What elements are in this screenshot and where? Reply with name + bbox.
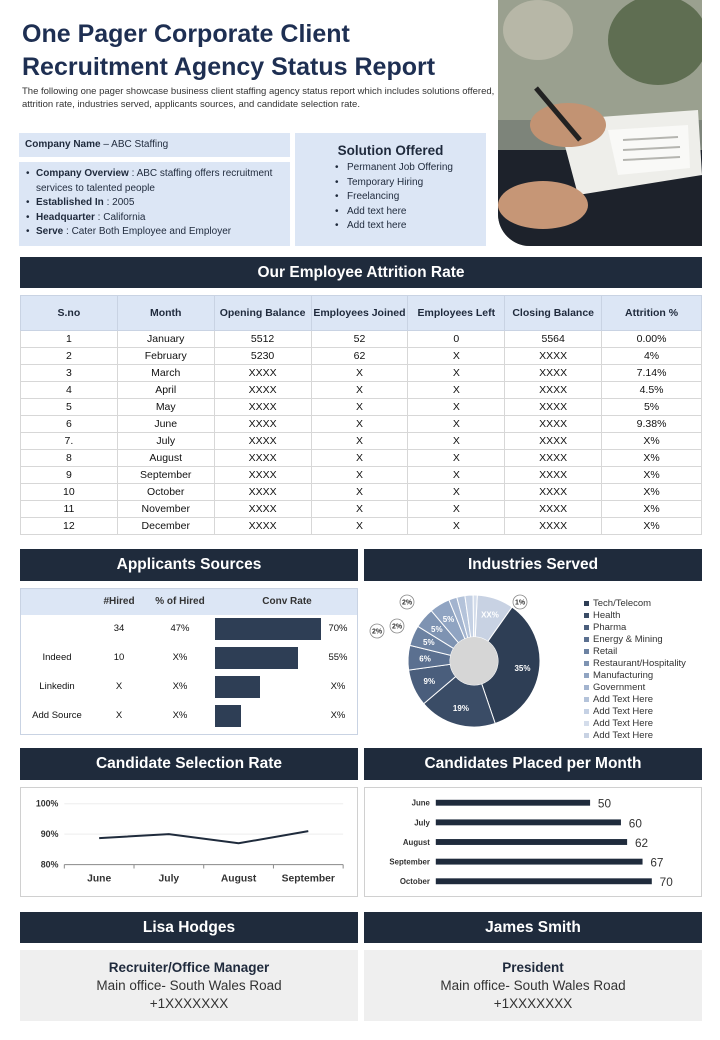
attrition-row bbox=[21, 518, 702, 535]
applicant-source-label: Indeed bbox=[42, 652, 72, 663]
attrition-cell: X bbox=[311, 382, 408, 399]
attrition-cell: July bbox=[117, 433, 214, 450]
attrition-cell: 12 bbox=[21, 518, 118, 535]
applicant-hired: X bbox=[115, 710, 123, 721]
overview-item: • Headquarter : California bbox=[25, 211, 284, 226]
legend-item bbox=[584, 598, 686, 610]
contact-role: Recruiter/Office Manager bbox=[108, 960, 270, 975]
legend-swatch bbox=[584, 613, 589, 618]
industries-title: Industries Served bbox=[364, 549, 702, 581]
applicant-source-label: Linkedin bbox=[39, 681, 75, 692]
attrition-cell: 5 bbox=[21, 399, 118, 416]
bar-category-label: September bbox=[389, 857, 430, 867]
contact-address: Main office- South Wales Road bbox=[440, 978, 626, 993]
attrition-cell: 4% bbox=[602, 348, 702, 365]
applicant-pct-hired: X% bbox=[172, 681, 188, 692]
attrition-cell: 5512 bbox=[214, 331, 311, 348]
legend-swatch bbox=[584, 721, 589, 726]
legend-label: Restaurant/Hospitality bbox=[593, 658, 686, 669]
attrition-cell: 0 bbox=[408, 331, 505, 348]
contact-name-james: James Smith bbox=[364, 912, 702, 943]
industries-donut-chart bbox=[364, 588, 582, 735]
donut-slice-label: XX% bbox=[481, 610, 499, 620]
attrition-cell: X bbox=[311, 501, 408, 518]
donut-callout-label: 1% bbox=[514, 599, 526, 607]
legend-swatch bbox=[584, 685, 589, 690]
legend-label: Tech/Telecom bbox=[593, 598, 652, 609]
donut-callout-label: 2% bbox=[371, 628, 383, 636]
attrition-row bbox=[21, 467, 702, 484]
legend-swatch bbox=[584, 697, 589, 702]
attrition-cell: XXXX bbox=[214, 416, 311, 433]
attrition-cell: X bbox=[408, 467, 505, 484]
attrition-cell: XXXX bbox=[214, 382, 311, 399]
attrition-cell: September bbox=[117, 467, 214, 484]
attrition-cell: 7.14% bbox=[602, 365, 702, 382]
attrition-cell: X bbox=[408, 348, 505, 365]
applicant-conv-bar bbox=[215, 705, 241, 727]
applicant-hired: X bbox=[115, 681, 123, 692]
donut-slice-label: 19% bbox=[452, 704, 469, 714]
legend-label: Energy & Mining bbox=[593, 634, 663, 645]
attrition-cell: X bbox=[311, 518, 408, 535]
bar-value-label: 70 bbox=[659, 876, 673, 890]
attrition-cell: 5564 bbox=[505, 331, 602, 348]
placed-bar bbox=[436, 859, 643, 865]
legend-item bbox=[584, 622, 686, 634]
legend-swatch bbox=[584, 709, 589, 714]
company-overview bbox=[19, 162, 290, 246]
applicant-hired: 10 bbox=[113, 652, 125, 663]
solution-item: • Freelancing bbox=[335, 190, 476, 205]
attrition-cell: X bbox=[311, 484, 408, 501]
attrition-cell: August bbox=[117, 450, 214, 467]
attrition-cell: XXXX bbox=[214, 484, 311, 501]
header-photo bbox=[498, 0, 702, 246]
legend-item bbox=[584, 730, 686, 742]
legend-label: Government bbox=[593, 682, 646, 693]
contact-card-lisa bbox=[20, 950, 358, 1021]
applicant-conv-bar bbox=[215, 618, 321, 640]
attrition-cell: X bbox=[311, 416, 408, 433]
attrition-cell: X% bbox=[602, 501, 702, 518]
attrition-row bbox=[21, 348, 702, 365]
attrition-cell: XXXX bbox=[214, 365, 311, 382]
selection-title: Candidate Selection Rate bbox=[20, 748, 358, 780]
bar-category-label: June bbox=[411, 798, 430, 808]
attrition-cell: XXXX bbox=[505, 518, 602, 535]
attrition-column-header: Month bbox=[117, 296, 214, 331]
attrition-cell: 2 bbox=[21, 348, 118, 365]
applicants-title: Applicants Sources bbox=[20, 549, 358, 581]
attrition-cell: X% bbox=[602, 450, 702, 467]
attrition-row bbox=[21, 416, 702, 433]
legend-label: Add Text Here bbox=[593, 706, 654, 717]
placed-title: Candidates Placed per Month bbox=[364, 748, 702, 780]
attrition-cell: March bbox=[117, 365, 214, 382]
attrition-cell: 9 bbox=[21, 467, 118, 484]
legend-label: Add Text Here bbox=[593, 718, 654, 729]
applicants-panel bbox=[20, 588, 358, 735]
applicant-conv-label: 55% bbox=[328, 652, 348, 663]
attrition-column-header: Attrition % bbox=[602, 296, 702, 331]
donut-slice-label: 5% bbox=[423, 638, 435, 648]
bar-value-label: 62 bbox=[634, 836, 649, 850]
applicant-conv-bar bbox=[215, 676, 260, 698]
legend-label: Pharma bbox=[593, 622, 627, 633]
legend-swatch bbox=[584, 637, 589, 642]
selection-rate-line bbox=[99, 831, 308, 843]
attrition-cell: October bbox=[117, 484, 214, 501]
attrition-cell: XXXX bbox=[505, 382, 602, 399]
attrition-cell: X bbox=[408, 365, 505, 382]
attrition-cell: XXXX bbox=[505, 450, 602, 467]
attrition-column-header: Closing Balance bbox=[505, 296, 602, 331]
applicant-pct-hired: X% bbox=[172, 710, 188, 721]
attrition-cell: X% bbox=[602, 484, 702, 501]
legend-item bbox=[584, 718, 686, 730]
placed-bar bbox=[436, 878, 652, 884]
attrition-cell: X bbox=[311, 450, 408, 467]
attrition-cell: May bbox=[117, 399, 214, 416]
company-name: Company Name – ABC Staffing bbox=[19, 133, 290, 157]
legend-swatch bbox=[584, 673, 589, 678]
attrition-cell: X% bbox=[602, 467, 702, 484]
attrition-cell: XXXX bbox=[505, 501, 602, 518]
attrition-column-header: Employees Left bbox=[408, 296, 505, 331]
contact-address: Main office- South Wales Road bbox=[96, 978, 282, 993]
legend-label: Add Text Here bbox=[593, 694, 654, 705]
donut-slice-label: 9% bbox=[423, 677, 436, 687]
attrition-cell: 4.5% bbox=[602, 382, 702, 399]
bar-value-label: 60 bbox=[628, 817, 642, 831]
bar-category-label: July bbox=[414, 818, 430, 828]
x-tick-label: August bbox=[220, 873, 257, 885]
attrition-cell: XXXX bbox=[505, 348, 602, 365]
solution-title: Solution Offered bbox=[337, 143, 444, 158]
applicants-header-row: #Hired % of Hired Conv Rate bbox=[21, 589, 357, 615]
hand-writing-illustration bbox=[498, 0, 702, 246]
solution-offered bbox=[295, 133, 486, 246]
donut-slice-label: 5% bbox=[442, 615, 455, 625]
attrition-row bbox=[21, 382, 702, 399]
attrition-cell: February bbox=[117, 348, 214, 365]
legend-swatch bbox=[584, 601, 589, 606]
bar-category-label: August bbox=[402, 837, 430, 847]
applicant-conv-label: X% bbox=[330, 681, 346, 692]
applicant-conv-label: 70% bbox=[328, 623, 348, 634]
attrition-cell: 11 bbox=[21, 501, 118, 518]
solution-item: • Temporary Hiring bbox=[335, 176, 476, 191]
attrition-cell: XXXX bbox=[214, 433, 311, 450]
attrition-cell: X bbox=[408, 484, 505, 501]
applicant-pct-hired: X% bbox=[172, 652, 188, 663]
attrition-cell: X bbox=[408, 433, 505, 450]
legend-item bbox=[584, 658, 686, 670]
legend-label: Manufacturing bbox=[593, 670, 654, 681]
donut-hole bbox=[450, 637, 498, 685]
attrition-cell: 3 bbox=[21, 365, 118, 382]
attrition-row bbox=[21, 365, 702, 382]
attrition-cell: X bbox=[408, 399, 505, 416]
legend-item bbox=[584, 634, 686, 646]
attrition-cell: X bbox=[311, 433, 408, 450]
y-tick-label: 100% bbox=[35, 798, 59, 809]
applicant-conv-label: X% bbox=[330, 710, 346, 721]
contact-card-james bbox=[364, 950, 702, 1021]
legend-swatch bbox=[584, 733, 589, 738]
solution-item: • Add text here bbox=[335, 219, 476, 234]
solution-item: • Add text here bbox=[335, 205, 476, 220]
attrition-cell: X bbox=[408, 416, 505, 433]
attrition-cell: 5230 bbox=[214, 348, 311, 365]
attrition-cell: 6 bbox=[21, 416, 118, 433]
attrition-cell: XXXX bbox=[214, 450, 311, 467]
attrition-row bbox=[21, 433, 702, 450]
legend-label: Add Text Here bbox=[593, 730, 654, 741]
legend-item bbox=[584, 670, 686, 682]
attrition-cell: April bbox=[117, 382, 214, 399]
attrition-cell: 9.38% bbox=[602, 416, 702, 433]
attrition-cell: 1 bbox=[21, 331, 118, 348]
donut-callout-label: 2% bbox=[401, 599, 413, 607]
attrition-cell: X bbox=[408, 501, 505, 518]
bar-value-label: 50 bbox=[597, 797, 612, 811]
attrition-title: Our Employee Attrition Rate bbox=[20, 257, 702, 288]
donut-slice-label: 6% bbox=[419, 654, 431, 664]
attrition-cell: X bbox=[311, 399, 408, 416]
attrition-cell: November bbox=[117, 501, 214, 518]
contact-role: President bbox=[502, 960, 564, 975]
attrition-cell: 4 bbox=[21, 382, 118, 399]
overview-item: • Company Overview : ABC staffing offers recruitment services to talented people bbox=[25, 167, 284, 196]
attrition-cell: XXXX bbox=[505, 399, 602, 416]
attrition-cell: XXXX bbox=[214, 399, 311, 416]
y-tick-label: 90% bbox=[40, 829, 59, 840]
overview-item: • Serve : Cater Both Employee and Employer bbox=[25, 225, 284, 240]
attrition-cell: XXXX bbox=[505, 365, 602, 382]
bar-category-label: October bbox=[399, 877, 430, 887]
legend-item bbox=[584, 610, 686, 622]
placed-bar bbox=[436, 800, 590, 806]
attrition-cell: 10 bbox=[21, 484, 118, 501]
attrition-column-header: Employees Joined bbox=[311, 296, 408, 331]
legend-swatch bbox=[584, 649, 589, 654]
x-tick-label: July bbox=[158, 873, 180, 885]
attrition-row bbox=[21, 399, 702, 416]
donut-slice-label: 5% bbox=[431, 625, 443, 635]
contact-name-lisa: Lisa Hodges bbox=[20, 912, 358, 943]
x-tick-label: September bbox=[281, 873, 335, 885]
attrition-row bbox=[21, 484, 702, 501]
legend-item bbox=[584, 694, 686, 706]
attrition-cell: January bbox=[117, 331, 214, 348]
attrition-cell: X bbox=[408, 518, 505, 535]
attrition-row bbox=[21, 501, 702, 518]
attrition-cell: XXXX bbox=[505, 484, 602, 501]
attrition-cell: 8 bbox=[21, 450, 118, 467]
attrition-cell: XXXX bbox=[505, 467, 602, 484]
legend-item bbox=[584, 682, 686, 694]
legend-item bbox=[584, 706, 686, 718]
attrition-cell: X bbox=[311, 365, 408, 382]
attrition-cell: 62 bbox=[311, 348, 408, 365]
attrition-cell: X% bbox=[602, 433, 702, 450]
overview-item: • Established In : 2005 bbox=[25, 196, 284, 211]
y-tick-label: 80% bbox=[40, 859, 59, 870]
applicant-pct-hired: 47% bbox=[170, 623, 190, 634]
contact-phone: +1XXXXXXX bbox=[149, 996, 229, 1011]
page-subtitle: The following one pager showcase business client staffing agency status report which includes solutions offered, attrition rate, industries served, applicants sources, and candidate selection rate. bbox=[22, 86, 495, 110]
donut-slice-label: 35% bbox=[514, 664, 531, 674]
attrition-column-header: S.no bbox=[21, 296, 118, 331]
attrition-cell: XXXX bbox=[505, 433, 602, 450]
attrition-table bbox=[20, 295, 702, 535]
attrition-cell: XXXX bbox=[214, 501, 311, 518]
attrition-row bbox=[21, 331, 702, 348]
placed-bar bbox=[436, 839, 627, 845]
attrition-cell: 0.00% bbox=[602, 331, 702, 348]
placed-bar bbox=[436, 819, 621, 825]
attrition-cell: XXXX bbox=[214, 518, 311, 535]
attrition-cell: 52 bbox=[311, 331, 408, 348]
attrition-cell: X bbox=[311, 467, 408, 484]
placed-bar-chart bbox=[364, 787, 702, 897]
legend-swatch bbox=[584, 661, 589, 666]
attrition-row bbox=[21, 450, 702, 467]
contact-phone: +1XXXXXXX bbox=[493, 996, 573, 1011]
attrition-cell: XXXX bbox=[214, 467, 311, 484]
attrition-cell: X% bbox=[602, 518, 702, 535]
selection-line-chart bbox=[20, 787, 358, 897]
attrition-cell: June bbox=[117, 416, 214, 433]
legend-swatch bbox=[584, 625, 589, 630]
attrition-cell: X bbox=[408, 450, 505, 467]
donut-callout-label: 2% bbox=[391, 623, 403, 631]
applicant-source-label: Add Source bbox=[32, 710, 82, 721]
attrition-column-header: Opening Balance bbox=[214, 296, 311, 331]
page-title: One Pager Corporate Client Recruitment Agency Status Report bbox=[22, 20, 436, 81]
attrition-cell: XXXX bbox=[505, 416, 602, 433]
legend-label: Retail bbox=[593, 646, 618, 657]
attrition-cell: 5% bbox=[602, 399, 702, 416]
industries-legend bbox=[584, 598, 686, 742]
attrition-cell: 7. bbox=[21, 433, 118, 450]
solution-item: • Permanent Job Offering bbox=[335, 161, 476, 176]
x-tick-label: June bbox=[87, 873, 112, 885]
attrition-cell: December bbox=[117, 518, 214, 535]
applicant-conv-bar bbox=[215, 647, 298, 669]
bar-value-label: 67 bbox=[650, 856, 664, 870]
applicant-hired: 34 bbox=[113, 623, 125, 634]
legend-label: Health bbox=[593, 610, 621, 621]
legend-item bbox=[584, 646, 686, 658]
attrition-cell: X bbox=[408, 382, 505, 399]
